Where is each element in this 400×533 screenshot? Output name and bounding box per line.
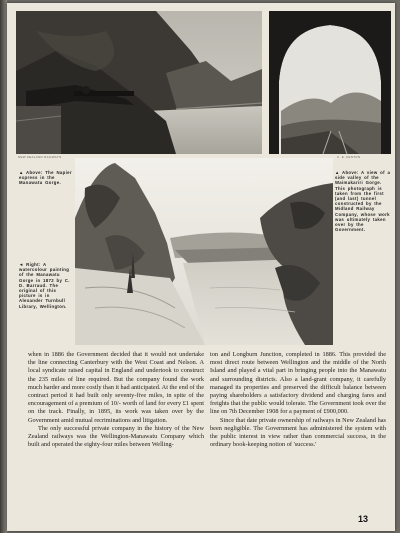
previous-page-edge bbox=[0, 0, 7, 533]
photo-credit-new-zealand-railways: NEW ZEALAND RAILWAYS bbox=[18, 155, 62, 159]
article-column-right bbox=[210, 351, 386, 449]
article-paragraph: ton and Longburn Junction, completed in 1886. This provided the most direct route between Wellington and the middle of the North Island and played a vital part in bringing people into the Manawatu and surrounding districts. Also a land-grant company, it carefully managed its properties and preserved the difficult balance between paying shareholders a satisfactory dividend and charging fares and freights that the public would tolerate. The Government took over the line on 7th December 1908 for a payment of £900,000. bbox=[210, 351, 386, 416]
article-column-left bbox=[28, 351, 204, 449]
magazine-page bbox=[7, 3, 395, 531]
article-paragraph: when in 1886 the Government decided that it would not undertake the line connecting Canterbury with the West Coast and Nelson. A local syndicate raised capital in England and undertook to construct the 235 miles of line required. But the company found the work much harder and more costly than it had anticipated. At the end of the contract period it had built only seventy-five miles, in spite of the encouragement of a premium of 10/- worth of land for every £1 spent on the track. Finally, in 1895, its work was taken over by the Government amid mutual recriminations and litigation. bbox=[28, 351, 204, 424]
photo-credit-c-e-fenton: C. E. FENTON bbox=[337, 155, 361, 159]
caption-napier-express-text: Above: The Napier express in the Manawatu Gorge. bbox=[19, 170, 72, 186]
up-arrow-icon: ▲ bbox=[19, 170, 24, 175]
caption-watercolour bbox=[19, 262, 75, 309]
up-arrow-icon: ▲ bbox=[335, 170, 340, 175]
caption-watercolour-text: Right: A watercolour painting of the Manawatu Gorge in 1872 by C. D. Barraud. The original of this picture is in Alexander Turnbull Library, Wellington. bbox=[19, 262, 70, 309]
left-arrow-icon: ◄ bbox=[19, 262, 24, 267]
article-paragraph: Since that date private ownership of railways in New Zealand has been negligible. The Government has administered the system with the public interest in view rather than commercial success, in the ordinary book-keeping notion of 'success.' bbox=[210, 416, 386, 449]
caption-side-valley-text: Above: A view of a side valley of the Waimakariri Gorge. This photograph is taken from the first (and last) tunnel constructed by the Midland Railway Company, whose work was ultimately taken over by the Government. bbox=[335, 170, 391, 233]
watercolour-painting-manawatu-gorge bbox=[75, 158, 333, 345]
photo-tunnel-view bbox=[269, 11, 391, 154]
caption-side-valley bbox=[335, 170, 391, 232]
article-paragraph: The only successful private company in the history of the New Zealand railways was the Wellington-Manawatu Company which built and operated the eighty-four miles between Welling- bbox=[28, 424, 204, 449]
caption-napier-express bbox=[19, 170, 75, 186]
page-number: 13 bbox=[358, 514, 369, 524]
photo-napier-express bbox=[16, 11, 262, 154]
